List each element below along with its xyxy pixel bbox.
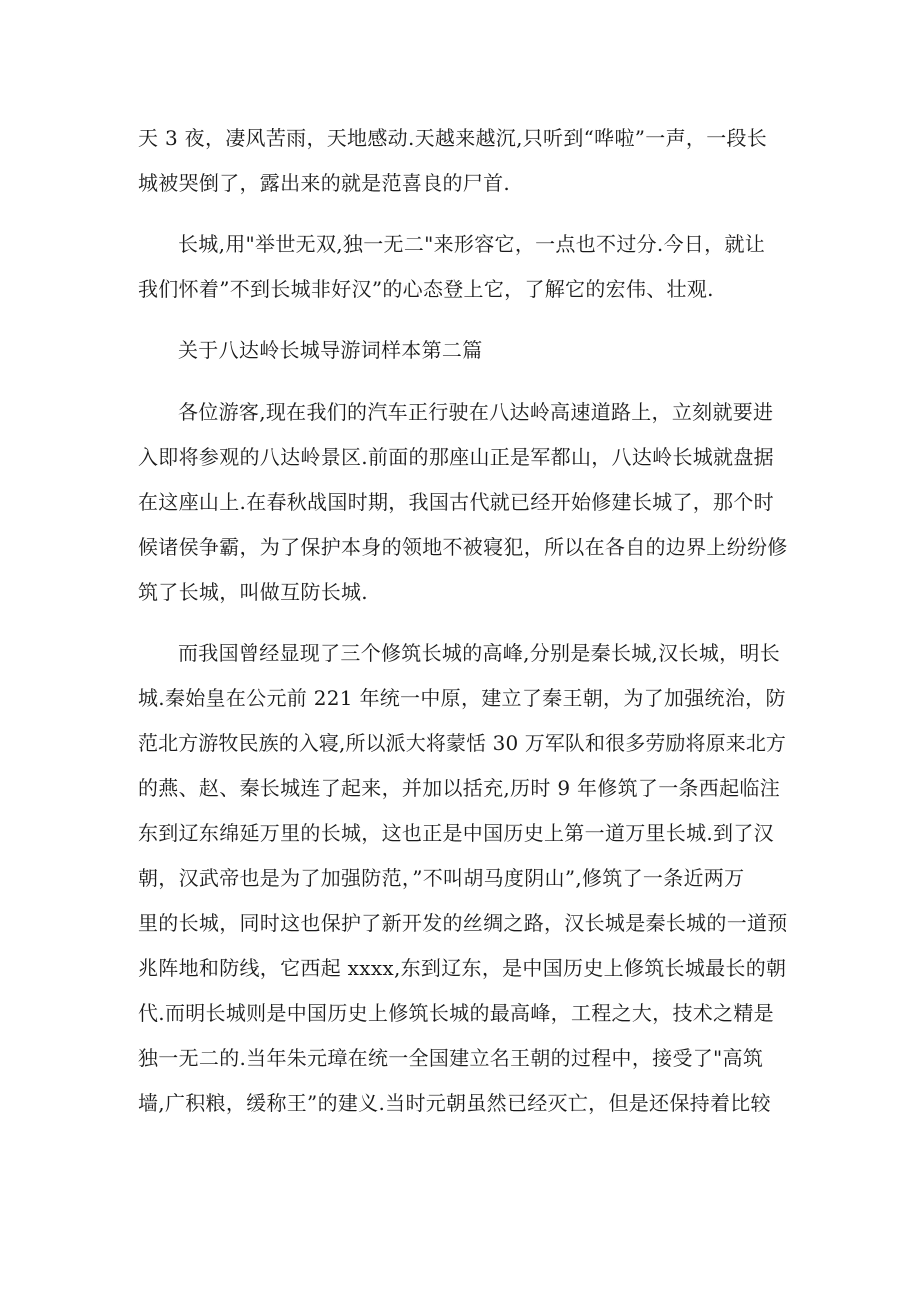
- paragraph-2-line-1: 长城,用"举世无双,独一无二"来形容它，一点也不过分.今日，就让: [178, 232, 766, 256]
- paragraph-4-line-10: 独一无二的.当年朱元璋在统一全国建立名王朝的过程中，接受了"高筑: [138, 1046, 764, 1070]
- paragraph-4-line-11: 墙,广积粮，缓称王”的建义.当时元朝虽然已经灭亡，但是还保持着比较: [138, 1091, 771, 1115]
- paragraph-3-line-1: 各位游客,现在我们的汽车正行驶在八达岭高速道路上，立刻就要进: [178, 400, 774, 424]
- paragraph-4-line-1: 而我国曾经显现了三个修筑长城的高峰,分别是秦长城,汉长城，明长: [178, 641, 781, 665]
- paragraph-4-line-5: 东到辽东绵延万里的长城，这也正是中国历史上第一道万里长城.到了汉: [138, 821, 774, 845]
- paragraph-1-line-1: 天 3 夜，凄风苦雨，天地感动.天越来越沉,只听到“哗啦”一声，一段长: [138, 126, 768, 150]
- paragraph-4-line-7: 里的长城，同时这也保护了新开发的丝绸之路，汉长城是秦长城的一道预: [138, 911, 788, 935]
- paragraph-4-line-9: 代.而明长城则是中国历史上修筑长城的最高峰，工程之大，技术之精是: [138, 1001, 774, 1025]
- paragraph-2-line-2: 我们怀着”不到长城非好汉”的心态登上它，了解它的宏伟、壮观.: [138, 277, 714, 301]
- paragraph-4-line-6: 朝，汉武帝也是为了加强防范，”不叫胡马度阴山”,修筑了一条近两万: [138, 866, 745, 890]
- section-heading: 关于八达岭长城导游词样本第二篇: [178, 338, 483, 362]
- paragraph-4-line-3: 范北方游牧民族的入寝,所以派大将蒙恬 30 万军队和很多劳励将原来北方: [138, 731, 787, 755]
- paragraph-4-line-8: 兆阵地和防线，它西起 xxxx,东到辽东，是中国历史上修筑长城最长的朝: [138, 956, 787, 980]
- paragraph-3-line-3: 在这座山上.在春秋战国时期，我国古代就已经开始修建长城了，那个时: [138, 490, 774, 514]
- paragraph-3-line-5: 筑了长城，叫做互防长城.: [138, 580, 368, 604]
- paragraph-4-line-4: 的燕、赵、秦长城连了起来，并加以括充,历时 9 年修筑了一条西起临注: [138, 776, 780, 800]
- paragraph-3-line-4: 候诸侯争霸，为了保护本身的领地不被寝犯，所以在各自的边界上纷纷修: [138, 535, 788, 559]
- paragraph-3-line-2: 入即将参观的八达岭景区.前面的那座山正是军都山，八达岭长城就盘据: [138, 445, 774, 469]
- paragraph-4-line-2: 城.秦始皇在公元前 221 年统一中原，建立了秦王朝，为了加强统治，防: [138, 686, 786, 710]
- paragraph-1-line-2: 城被哭倒了，露出来的就是范喜良的尸首.: [138, 171, 511, 195]
